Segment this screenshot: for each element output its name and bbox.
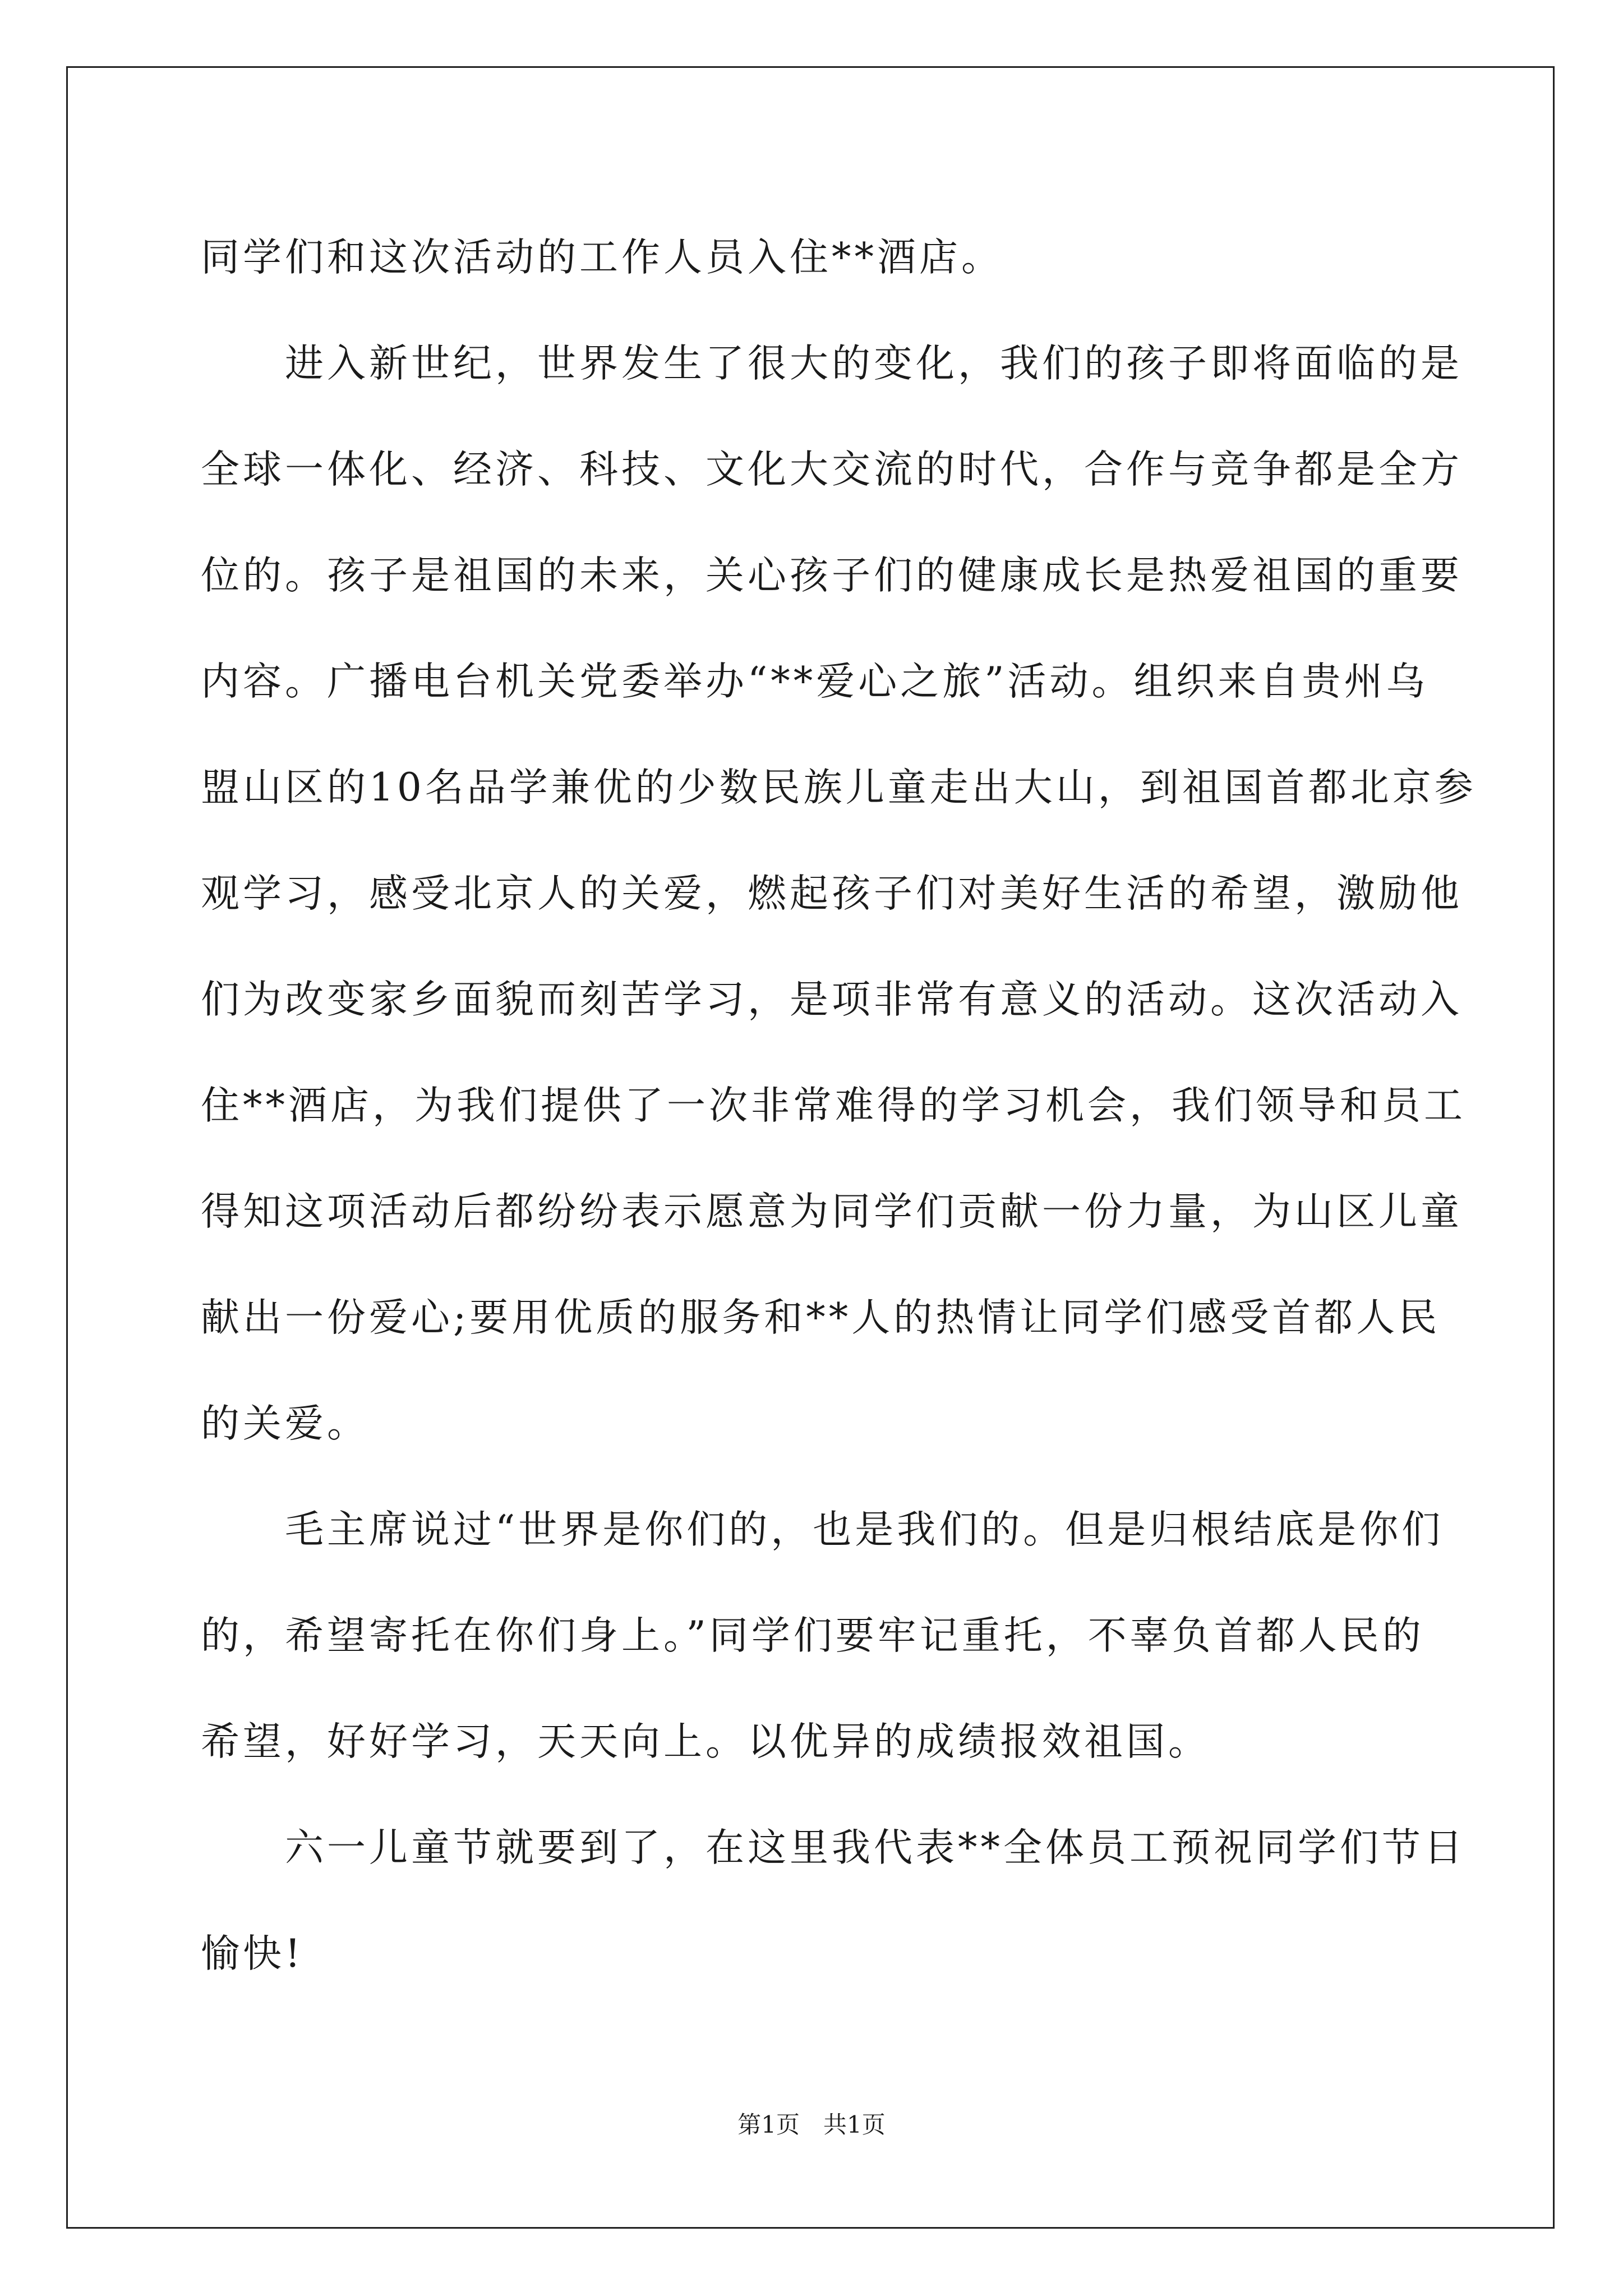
paragraph-3-line-3: 希望，好好学习，天天向上。以优异的成绩报效祖国。 (201, 1719, 1210, 1764)
paragraph-3-line-1: 毛主席说过“世界是你们的，也是我们的。但是归根结底是你们 (285, 1507, 1444, 1552)
paragraph-2-line-1: 进入新世纪，世界发生了很大的变化，我们的孩子即将面临的是 (285, 341, 1463, 386)
paragraph-2-line-5: 盟山区的10名品学兼优的少数民族儿童走出大山，到祖国首都北京参 (201, 765, 1477, 810)
paragraph-2-line-2: 全球一体化、经济、科技、文化大交流的时代，合作与竞争都是全方 (201, 447, 1463, 492)
paragraph-2-line-3: 位的。孩子是祖国的未来，关心孩子们的健康成长是热爱祖国的重要 (201, 553, 1463, 598)
paragraph-2-line-8: 住**酒店，为我们提供了一次非常难得的学习机会，我们领导和员工 (201, 1083, 1466, 1128)
paragraph-2-line-4: 内容。广播电台机关党委举办“**爱心之旅”活动。组织来自贵州乌 (201, 659, 1428, 704)
paragraph-4-line-1: 六一儿童节就要到了，在这里我代表**全体员工预祝同学们节日 (285, 1825, 1466, 1870)
paragraph-4-line-2: 愉快! (201, 1931, 304, 1976)
paragraph-2-line-9: 得知这项活动后都纷纷表示愿意为同学们贡献一份力量，为山区儿童 (201, 1189, 1463, 1234)
paragraph-3-line-2: 的，希望寄托在你们身上。”同学们要牢记重托，不辜负首都人民的 (201, 1613, 1424, 1658)
paragraph-2-line-11: 的关爱。 (201, 1401, 369, 1446)
paragraph-2-line-6: 观学习，感受北京人的关爱，燃起孩子们对美好生活的希望，激励他 (201, 871, 1463, 916)
paragraph-1-line-1: 同学们和这次活动的工作人员入住**酒店。 (201, 235, 1003, 280)
page-number-footer: 第1页 共1页 (737, 2111, 886, 2138)
paragraph-2-line-10: 献出一份爱心;要用优质的服务和**人的热情让同学们感受首都人民 (201, 1295, 1441, 1340)
paragraph-2-line-7: 们为改变家乡面貌而刻苦学习，是项非常有意义的活动。这次活动入 (201, 977, 1463, 1022)
document-body (201, 205, 1477, 2007)
